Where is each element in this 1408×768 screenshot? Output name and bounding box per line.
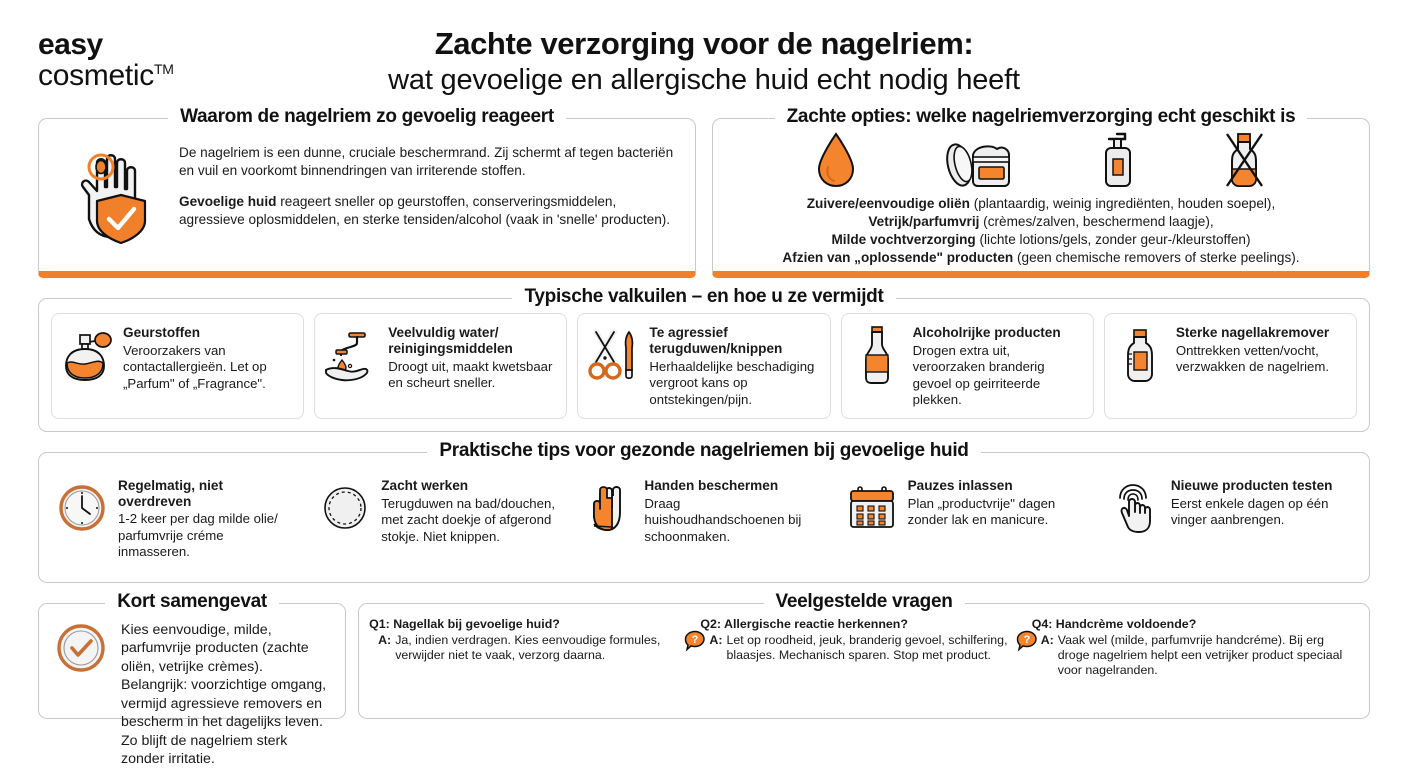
panel-title-tips: Praktische tips voor gezonde nagelriemen bij gevoelige huid <box>39 440 1369 462</box>
pitfall-card <box>51 313 304 419</box>
pitfall-title: Sterke nagellakremover <box>1175 325 1330 340</box>
row-overview <box>0 106 1408 278</box>
pitfall-text: Droogt uit, maakt kwetsbaar en scheurt sneller. <box>388 358 553 391</box>
brand-logo <box>38 30 174 91</box>
row-pitfalls <box>0 286 1408 432</box>
remover-bottle-icon <box>1113 323 1167 387</box>
tip-title: Nieuwe producten testen <box>1170 477 1333 493</box>
tip-text: Plan „productvrije" dagen zonder lak en manicure. <box>907 495 1056 528</box>
tip-text: 1-2 keer per dag milde olie/ parfumvrije créme inmasseren. <box>118 511 278 560</box>
alcohol-bottle-icon <box>850 323 904 387</box>
pitfall-card <box>1104 313 1357 419</box>
summary-text: Kies eenvoudige, milde, parfumvrije producten (zachte oliën, vetrijke crèmes). Belangrijk: voorzichtige omgang, vermijd agressieve removers en bescherm in het dagelijks leven. Zo blijft de nagelriem sterk zonder irritatie. <box>121 621 327 767</box>
soft-pad-icon <box>318 476 372 540</box>
panel-title-why-sensitive: Waarom de nagelriem zo gevoelig reageert <box>39 106 695 128</box>
oil-drop-icon <box>814 131 858 189</box>
brand-line-1: easy <box>38 28 103 61</box>
tip-card <box>577 467 830 570</box>
pitfall-title: Geurstoffen <box>123 325 201 340</box>
cream-jar-icon <box>939 133 1015 189</box>
pitfall-text: Veroorzakers van contactallergieën. Let op „Parfum" of „Fragrance". <box>123 342 267 391</box>
intro-bold-lead: Gevoelige huid <box>179 194 277 210</box>
title-line-2: wat gevoelige en allergische huid echt nodig heeft <box>388 63 1020 96</box>
panel-title-summary: Kort samengevat <box>39 591 345 613</box>
pitfall-card <box>841 313 1094 419</box>
tip-card <box>841 467 1094 570</box>
intro-paragraph-1: De nagelriem is een dunne, cruciale beschermrand. Zij schermt af tegen bacteriën en vuil en voorkomt binnendringen van irriterende stoffen. <box>179 145 674 179</box>
faq-question: Q1: Nagellak bij gevoelige huid? <box>369 616 560 631</box>
tip-text: Eerst enkele dagen op één vinger aanbrengen. <box>1170 495 1329 528</box>
pitfall-text: Herhaaldelijke beschadiging vergroot kans op ontstekingen/pijn. <box>649 358 815 407</box>
faq-answer-label: A: <box>1040 632 1054 647</box>
faq-question: Q4: Handcrème voldoende? <box>1031 616 1197 631</box>
faq-answer: Let op roodheid, jeuk, branderig gevoel, schilfering, blaasjes. Mechanisch sparen. Stop met product. <box>726 632 1008 663</box>
faucet-hand-icon <box>323 323 379 387</box>
pitfall-title: Veelvuldig water/ reinigingsmiddelen <box>388 325 513 356</box>
panel-title-pitfalls: Typische valkuilen – en hoe u ze vermijdt <box>39 286 1369 308</box>
pitfall-title: Alcoholrijke producten <box>912 325 1061 340</box>
tip-title: Zacht werken <box>381 477 469 493</box>
panel-why-sensitive <box>38 106 696 278</box>
calendar-icon <box>845 476 899 540</box>
question-bubble-icon <box>684 630 706 652</box>
panel-summary <box>38 590 346 767</box>
pitfall-title: Te agressief terugduwen/knippen <box>649 325 783 356</box>
panel-faq <box>358 590 1370 719</box>
option-line: Zuivere/eenvoudige oliën (plantaardig, weinig ingrediënten, houden soepel), <box>806 196 1276 211</box>
perfume-bottle-icon <box>60 323 114 387</box>
fingertip-touch-icon <box>1108 476 1162 540</box>
panel-gentle-options <box>712 106 1370 278</box>
panel-pitfalls <box>38 286 1370 432</box>
pitfall-text: Onttrekken vetten/vocht, verzwakken de nagelriem. <box>1175 342 1330 375</box>
tip-text: Terugduwen na bad/douchen, met zacht doekje of afgerond stokje. Niet knippen. <box>381 495 555 544</box>
row-tips <box>0 439 1408 583</box>
option-line: Afzien van „oplossende" producten (geen chemische removers of sterke peelings). <box>782 250 1300 266</box>
intro-paragraph-2 <box>179 193 675 229</box>
tip-text: Draag huishoudhandschoenen bij schoonmaken. <box>644 495 802 544</box>
tip-title: Pauzes inlassen <box>907 477 1013 493</box>
faq-answer-label: A: <box>709 632 723 647</box>
pitfall-text: Drogen extra uit, veroorzaken branderig gevoel op geirriteerde plekken. <box>912 342 1045 408</box>
svg-text:?: ? <box>1023 633 1031 646</box>
faq-answer: Ja, indien verdragen. Kies eenvoudige formules, verwijder niet te vaak, verzorg daarna. <box>395 632 661 663</box>
faq-item <box>1023 616 1359 679</box>
title-line-1: Zachte verzorging voor de nagelriem: <box>434 26 974 61</box>
brand-line-2: cosmetic™ <box>38 58 174 92</box>
panel-tips <box>38 439 1370 583</box>
faq-answer: Vaak wel (milde, parfumvrije handcréme). Bij erg droge nagelriem helpt een vetrijker product speciaal voor nagelranden. <box>1057 632 1343 678</box>
faq-item <box>692 616 1027 679</box>
check-circle-icon <box>55 621 107 673</box>
faq-item <box>369 617 696 679</box>
glove-icon <box>581 476 635 540</box>
row-summary-faq <box>0 590 1408 767</box>
page-title <box>0 0 1408 97</box>
svg-text:?: ? <box>692 633 699 646</box>
trademark-symbol: TM <box>153 60 174 77</box>
option-line: Vetrijk/parfumvrij (crèmes/zalven, beschermend laagje), <box>868 214 1214 230</box>
question-bubble-icon <box>1016 630 1038 652</box>
tip-card <box>51 467 304 570</box>
faq-answer-label: A: <box>378 632 392 647</box>
options-text-list <box>713 191 1369 267</box>
intro-paragraph-2-rest: reageert sneller op geurstoffen, conserveringsmiddelen, agressieve oplosmiddelen, en sterke tensiden/alcohol (vaak in 'snelle' producten). <box>179 194 671 228</box>
pump-bottle-icon <box>1097 129 1139 189</box>
header <box>0 0 1408 118</box>
panel-title-faq: Veelgestelde vragen <box>359 591 1369 613</box>
tip-card <box>1104 467 1357 570</box>
faq-question: Q2: Allergische reactie herkennen? <box>700 616 908 631</box>
pitfall-card <box>577 313 830 419</box>
tip-title: Regelmatig, niet overdreven <box>118 477 223 509</box>
no-remover-icon <box>1220 129 1268 189</box>
option-line: Milde vochtverzorging (lichte lotions/gels, zonder geur-/kleurstoffen) <box>831 232 1251 248</box>
tip-card <box>314 467 567 570</box>
pitfall-card <box>314 313 567 419</box>
intro-text <box>179 141 675 229</box>
hand-shield-icon <box>55 141 167 247</box>
tip-title: Handen beschermen <box>644 477 779 493</box>
scissors-icon <box>586 323 640 387</box>
panel-title-gentle-options: Zachte opties: welke nagelriemverzorging echt geschikt is <box>713 106 1369 128</box>
clock-icon <box>55 476 109 540</box>
